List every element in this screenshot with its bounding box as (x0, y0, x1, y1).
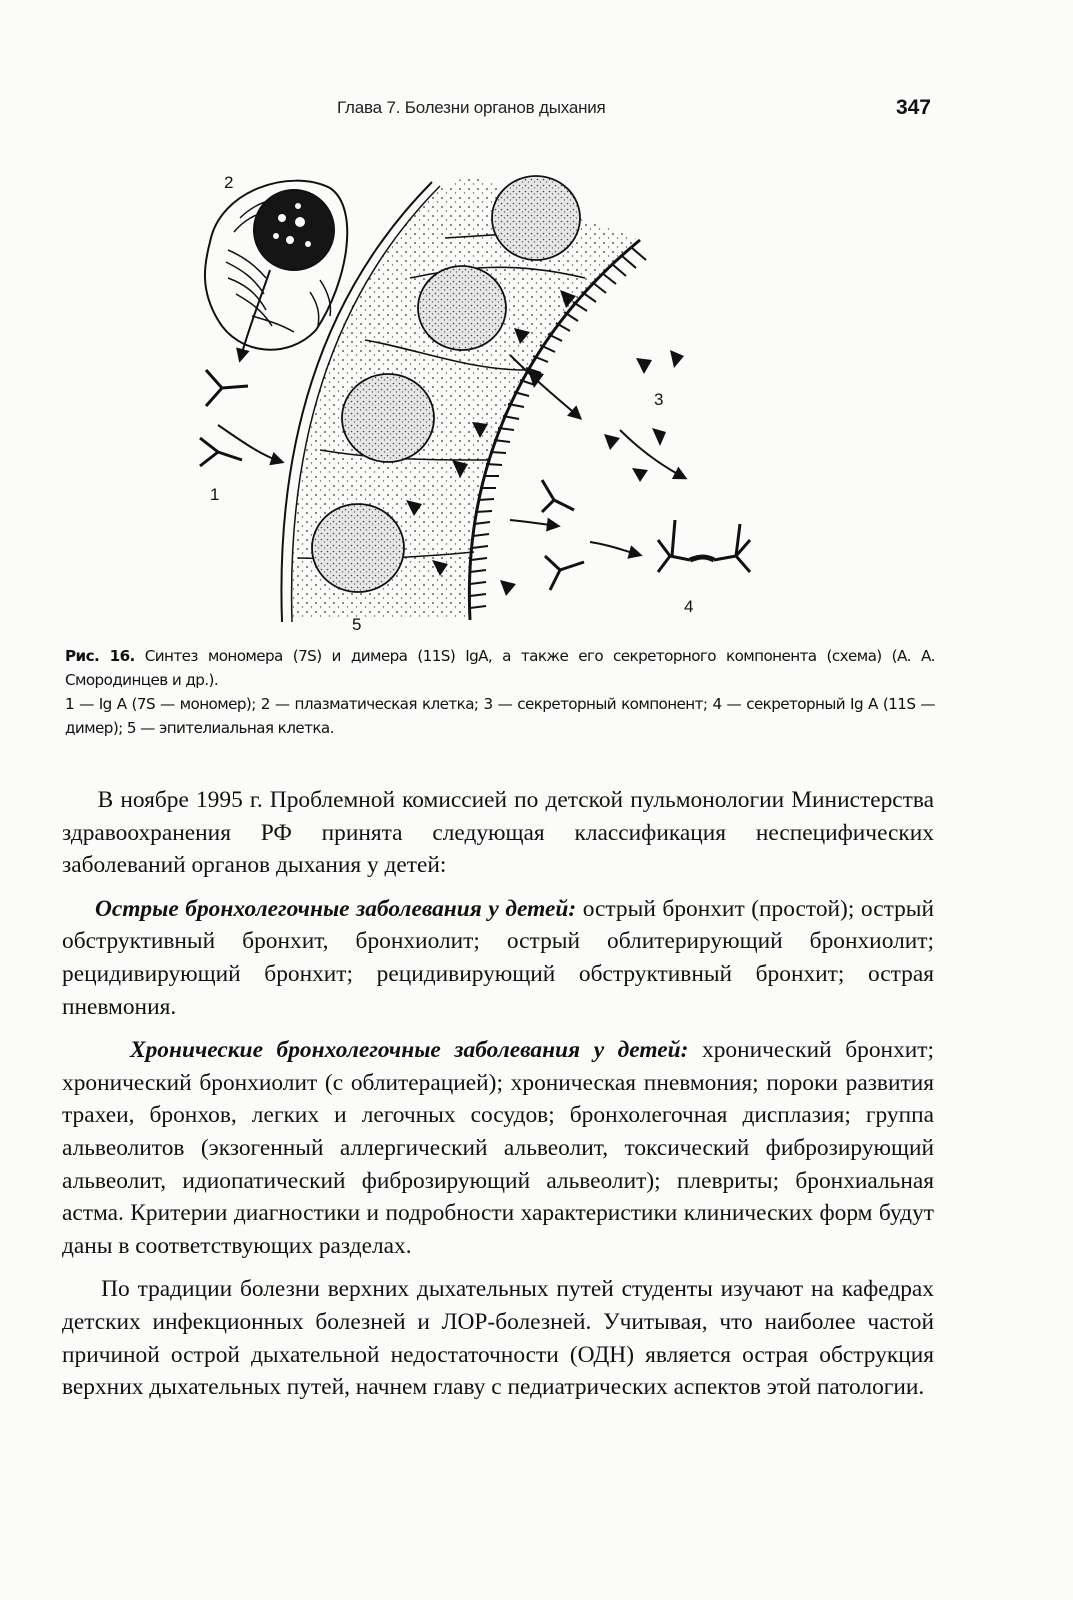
page-number: 347 (895, 96, 931, 119)
paragraph-4 (62, 1273, 934, 1403)
iga-synthesis-diagram (170, 160, 810, 640)
caption-label: Рис. 16. (65, 647, 135, 665)
paragraph-2 (62, 893, 934, 1023)
figure-label-2: 2 (224, 173, 234, 192)
paragraph-3 (62, 1034, 934, 1262)
main-text (62, 784, 934, 1415)
figure-label-3: 3 (654, 390, 664, 409)
paragraph-2-term: Острые бронхолегочные заболевания у детей: (94, 895, 577, 922)
paragraph-4-text: По традиции болезни верхних дыхательных путей студенты изучают на кафедрах детских инфекционных болезней и ЛОР-болезней. Учитывая, что наиболее частой причиной острой дыхательной недостаточности (ОДН) является острая обструкция верхних дыхательных путей, начнем главу с педиатрических аспектов этой патологии. (62, 1276, 935, 1401)
running-head (65, 96, 931, 126)
iga-dimer (658, 520, 750, 572)
figure-label-5: 5 (352, 615, 362, 634)
figure-label-1: 1 (210, 485, 220, 504)
figure-illustration (170, 160, 810, 640)
caption-legend: 1 — Ig A (7S — мономер); 2 — плазматическая клетка; 3 — секреторный компонент; 4 — секреторный Ig A (11S — димер); 5 — эпителиальная клетка. (65, 695, 935, 737)
paragraph-1-text: В ноябре 1995 г. Проблемной комиссией по детской пульмонологии Министерства здравоохранения РФ принята следующая классификация неспецифических заболеваний органов дыхания у детей: (62, 787, 934, 879)
paragraph-1 (62, 784, 934, 882)
caption-title-text: Синтез мономера (7S) и димера (11S) IgA, а также его секреторного компонента (схема) (А. А. Смородинцев и др.). (65, 647, 936, 689)
chapter-title: Глава 7. Болезни органов дыхания (337, 98, 606, 117)
caption-title (65, 644, 935, 692)
paragraph-2-text: острый бронхит (простой); острый обструктивный бронхит, бронхиолит; острый облитерирующий бронхиолит; рецидивирующий бронхит; рецидивирующий обструктивный бронхит; острая пневмония. (62, 895, 935, 1020)
plasma-cell (205, 181, 347, 350)
figure-label-4: 4 (684, 597, 694, 616)
figure-caption (65, 644, 935, 740)
paragraph-3-text: хронический бронхит; хронический бронхиолит (с облитерацией); хроническая пневмония; пороки развития трахеи, бронхов, легких и легочных сосудов; бронхолегочная дисплазия; группа альвеолитов (экзогенный аллергический альвеолит, токсический фиброзирующий альвеолит, идиопатический фиброзирующий альвеолит); плевриты; бронхиальная астма. Критерии диагностики и подробности характеристики клинических форм будут даны в соответствующих разделах. (62, 1037, 935, 1259)
paragraph-3-term: Хронические бронхолегочные заболевания у детей: (129, 1037, 689, 1064)
